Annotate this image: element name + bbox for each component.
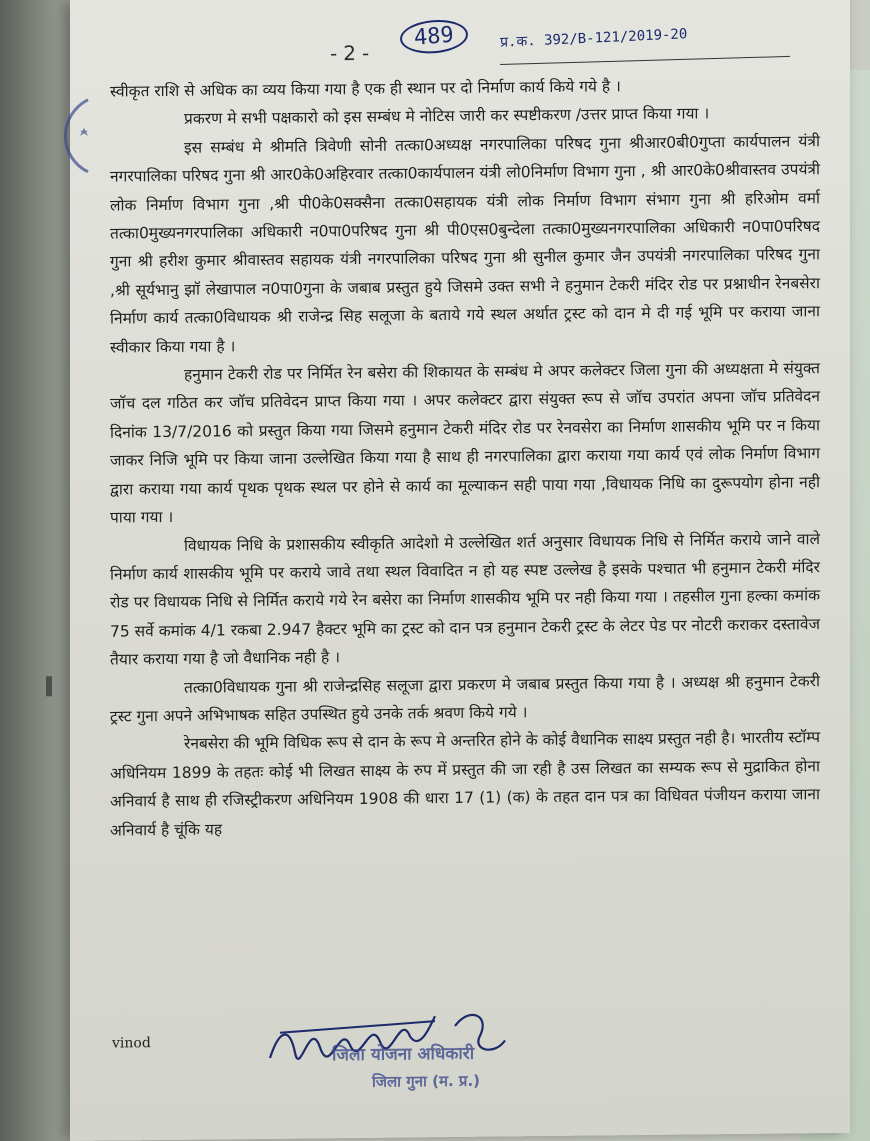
document-body [110,70,820,844]
page-number: -2- [330,40,376,66]
office-stamp-title: जिला योजना अधिकारी [332,1043,475,1066]
reference-underline [500,56,790,65]
paragraph-3: इस सम्बंध मे श्रीमति त्रिवेणी सोनी तत्का0अध्यक्ष नगरपालिका परिषद गुना श्रीआर0बी0गुप्ता कार्यपालन यंत्री नगरपालिका परिषद गुना श्री आर0के0अहिरवार तत्का0कार्यपालन यंत्री लो0निर्माण विभाग गुना , श्री आर0के0श्रीवास्तव उपयंत्री लोक निर्माण विभाग गुना ,श्री पी0के0सक्सैना तत्का0सहायक यंत्री लोक निर्माण विभाग संभाग गुना श्री हरिओम वर्मा तत्का0मुख्यनगरपालिका अधिकारी न0पा0परिषद गुना श्री पी0एस0बुन्देला तत्का0मुख्यनगरपालिका अधिकारी न0पा0परिषद गुना श्री हरीश कुमार श्रीवास्तव सहायक यंत्री नगरपालिका परिषद गुना श्री सुनील कुमार जैन उपयंत्री नगरपालिका परिषद गुना ,श्री सूर्यभानु झॉ लेखापाल न0पा0गुना के जबाब प्रस्तुत हुये जिसमे उक्त सभी ने हनुमान टेकरी मंदिर रोड पर प्रश्नाधीन रेनबसेरा निर्माण कार्य तत्का0विधायक श्री राजेन्द्र सिह सलूजा के बताये गये स्थल अर्थात ट्रस्ट को दान मे दी गई भूमि पर कराया जाना स्वीकार किया गया है । [110,131,820,357]
paragraph-1: स्वीकृत राशि से अधिक का व्यय किया गया है एक ही स्थान पर दो निर्माण कार्य किये गये है । [110,77,621,101]
margin-mark [46,676,52,696]
paragraph-7: रेनबसेरा की भूमि विधिक रूप से दान के रूप मे अन्तरित होने के कोई वैधानिक साक्ष्य प्रस्तुत नही है। भारतीय स्टॉम्प अधिनियम 1899 के तहतः कोई भी लिखत साक्ष्य के रुप में प्रस्तुत की जा रही है उस लिखत का सम्यक रूप से मुद्राकित होना अनिवार्य है साथ ही रजिस्ट्रीकरण अधिनियम 1908 की धारा 17 (1) (क) के तहत दान पत्र का विधिवत पंजीयन कराया जाना अनिवार्य है चूंकि यह [110,728,820,840]
paragraph-2: प्रकरण मे सभी पक्षकारो को इस सम्बंध मे नोटिस जारी कर स्पष्टीकरण /उत्तर प्राप्त किया गया । [184,104,710,129]
handwritten-signature [260,995,520,1078]
handwritten-circled-number: 489 [399,18,469,56]
document-page [70,0,850,1141]
seal-stamp-fragment [30,96,90,177]
paragraph-4: हनुमान टेकरी रोड पर निर्मित रेन बसेरा की शिकायत के सम्बंध मे अपर कलेक्टर जिला गुना की अध्यक्षता मे संयुक्त जॉच दल गठित कर जॉच प्रतिवेदन प्राप्त किया गया । अपर कलेक्टर द्वारा संयुक्त रूप से जॉच उपरांत अपना जॉच प्रतिवेदन दिनांक 13/7/2016 को प्रस्तुत किया गया जिसमे हनुमान टेकरी मंदिर रोड पर रेनवसेरा का निर्माण शासकीय भूमि पर न किया जाकर निजि भूमि पर किया जाना उल्लेखित किया गया है साथ ही नगरपालिका द्वारा कराया गया कार्य एवं लोक निर्माण विभाग द्वारा कराया गया कार्य पृथक पृथक स्थल पर होने से कार्य का मूल्याकन सही पाया गया ,विधायक निधि का दुरूपयोग होना नही पाया गया । [110,359,820,527]
handwritten-case-reference: प्र.क. 392/B-121/2019-20 [499,26,688,51]
office-stamp-location: जिला गुना (म. प्र.) [372,1071,481,1091]
typist-initials: vinod [112,1035,151,1052]
paragraph-5: विधायक निधि के प्रशासकीय स्वीकृति आदेशो मे उल्लेखित शर्त अनुसार विधायक निधि से निर्मित कराये जाने वाले निर्माण कार्य शासकीय भूमि पर कराये जावे तथा स्थल विवादित न हो यह स्पष्ट उल्लेख है इसके पश्चात भी हनुमान टेकरी मंदिर रोड पर विधायक निधि से निर्मित कराये गये रेन बसेरा का निर्माण शासकीय भूमि पर नही किया गया । तहसील गुना हल्का कमांक 75 सर्वे कमांक 4/1 रकबा 2.947 हैक्टर भूमि का ट्रस्ट को दान पत्र हनुमान टेकरी ट्रस्ट के लेटर पेड पर नोटरी कराकर दस्तावेज तैयार कराया गया है जो वैधानिक नही है । [110,529,820,669]
paragraph-6: तत्का0विधायक गुना श्री राजेन्द्रसिह सलूजा द्वारा प्रकरण मे जबाब प्रस्तुत किया गया है । अध्यक्ष श्री हनुमान टेकरी ट्रस्ट गुना अपने अभिभाषक सहित उपस्थित हुये उनके तर्क श्रवण किये गये । [110,671,820,726]
